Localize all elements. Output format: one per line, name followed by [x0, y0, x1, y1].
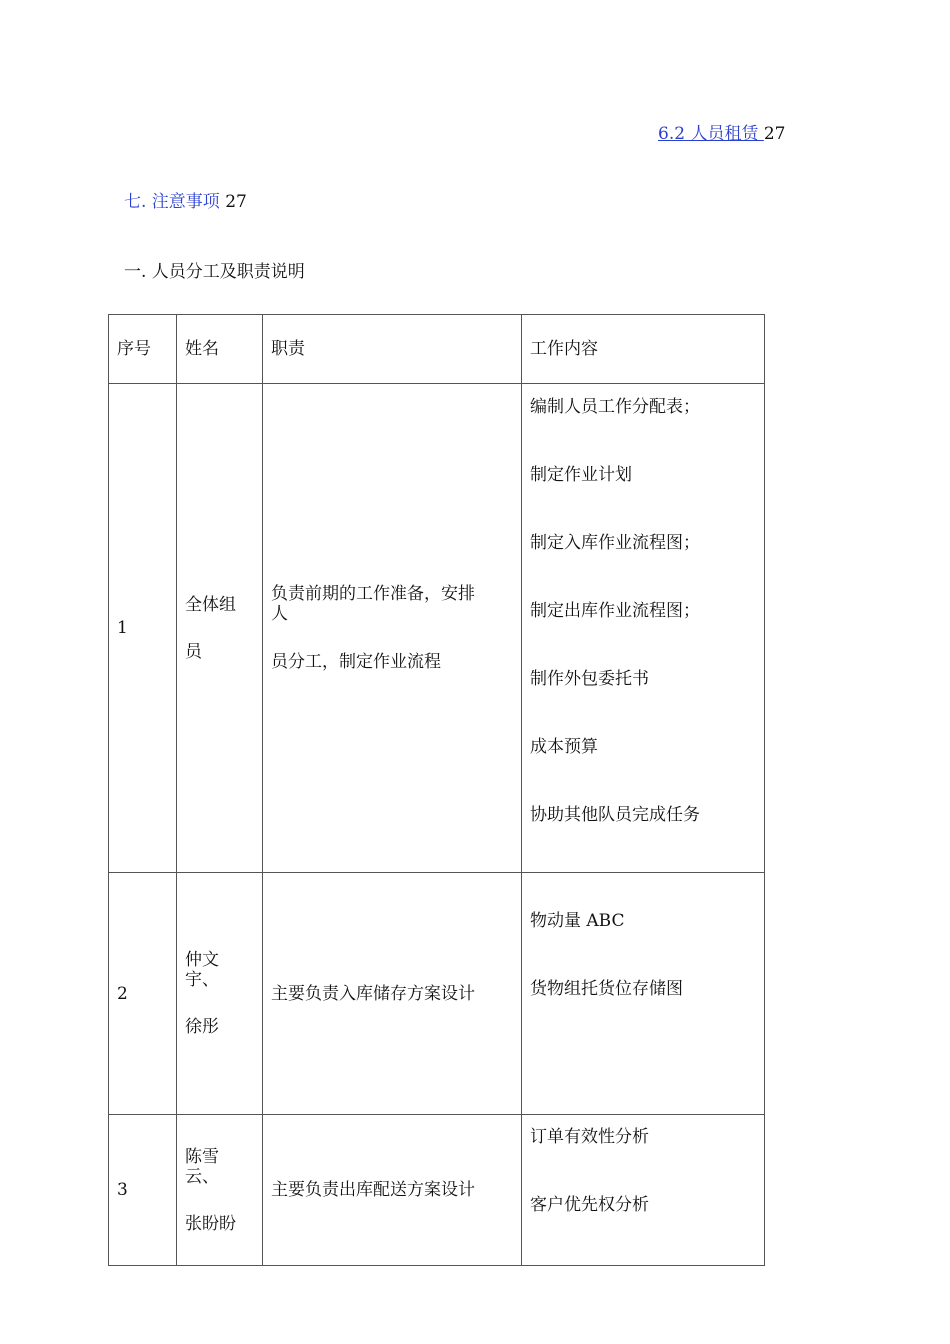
toc-page-6-2: 27 [763, 124, 786, 144]
row-duty [263, 873, 522, 1115]
toc-entry-7[interactable] [124, 187, 247, 212]
row-seq: 3 [109, 1115, 177, 1266]
name-line: 云、 [185, 1166, 219, 1187]
work-item: 制定出库作业流程图； [530, 601, 700, 621]
header-work: 工作内容 [522, 315, 765, 384]
header-seq: 序号 [109, 315, 177, 384]
row-seq: 1 [109, 384, 177, 873]
row-name [177, 384, 263, 873]
name-line: 张盼盼 [185, 1213, 236, 1234]
work-item: 制作外包委托书 [530, 669, 649, 689]
work-item: 编制人员工作分配表； [530, 397, 700, 417]
duty-line: 主要负责入库储存方案设计 [271, 983, 475, 1004]
row-work [522, 1115, 765, 1266]
name-line: 徐彤 [185, 1017, 219, 1037]
duty-line: 人 [271, 604, 288, 624]
row-work [522, 384, 765, 873]
name-line: 仲文 [185, 950, 219, 970]
work-item: 客户优先权分析 [530, 1195, 649, 1215]
roles-table [108, 314, 765, 1266]
toc-page-7: 27 [225, 192, 247, 212]
table-row [109, 873, 765, 1115]
name-line: 全体组 [185, 594, 236, 615]
work-item: 物动量 ABC [530, 911, 625, 931]
toc-link-6-2[interactable]: 6.2 人员租赁 [658, 124, 764, 144]
table-header-row [109, 315, 765, 384]
work-item: 制定作业计划 [530, 465, 632, 485]
name-line: 宇、 [185, 970, 219, 990]
toc-link-7[interactable]: 七. 注意事项 [124, 192, 226, 212]
work-item: 成本预算 [530, 737, 598, 757]
header-name: 姓名 [177, 315, 263, 384]
header-duty: 职责 [263, 315, 522, 384]
row-seq: 2 [109, 873, 177, 1115]
work-item: 协助其他队员完成任务 [530, 805, 700, 825]
name-line: 员 [185, 641, 202, 662]
work-item: 订单有效性分析 [530, 1127, 649, 1147]
duty-line: 员分工，制定作业流程 [271, 652, 441, 672]
row-work [522, 873, 765, 1115]
duty-line: 主要负责出库配送方案设计 [271, 1180, 475, 1200]
table-row [109, 384, 765, 873]
name-line: 陈雪 [185, 1146, 219, 1167]
work-item: 货物组托货位存储图 [530, 979, 683, 999]
duty-line: 负责前期的工作准备，安排 [271, 584, 475, 604]
row-duty [263, 384, 522, 873]
toc-entry-6-2[interactable] [658, 119, 785, 144]
section-heading: 一. 人员分工及职责说明 [124, 262, 305, 282]
row-name [177, 1115, 263, 1266]
table-row [109, 1115, 765, 1266]
work-item: 制定入库作业流程图； [530, 533, 700, 553]
row-name [177, 873, 263, 1115]
row-duty [263, 1115, 522, 1266]
